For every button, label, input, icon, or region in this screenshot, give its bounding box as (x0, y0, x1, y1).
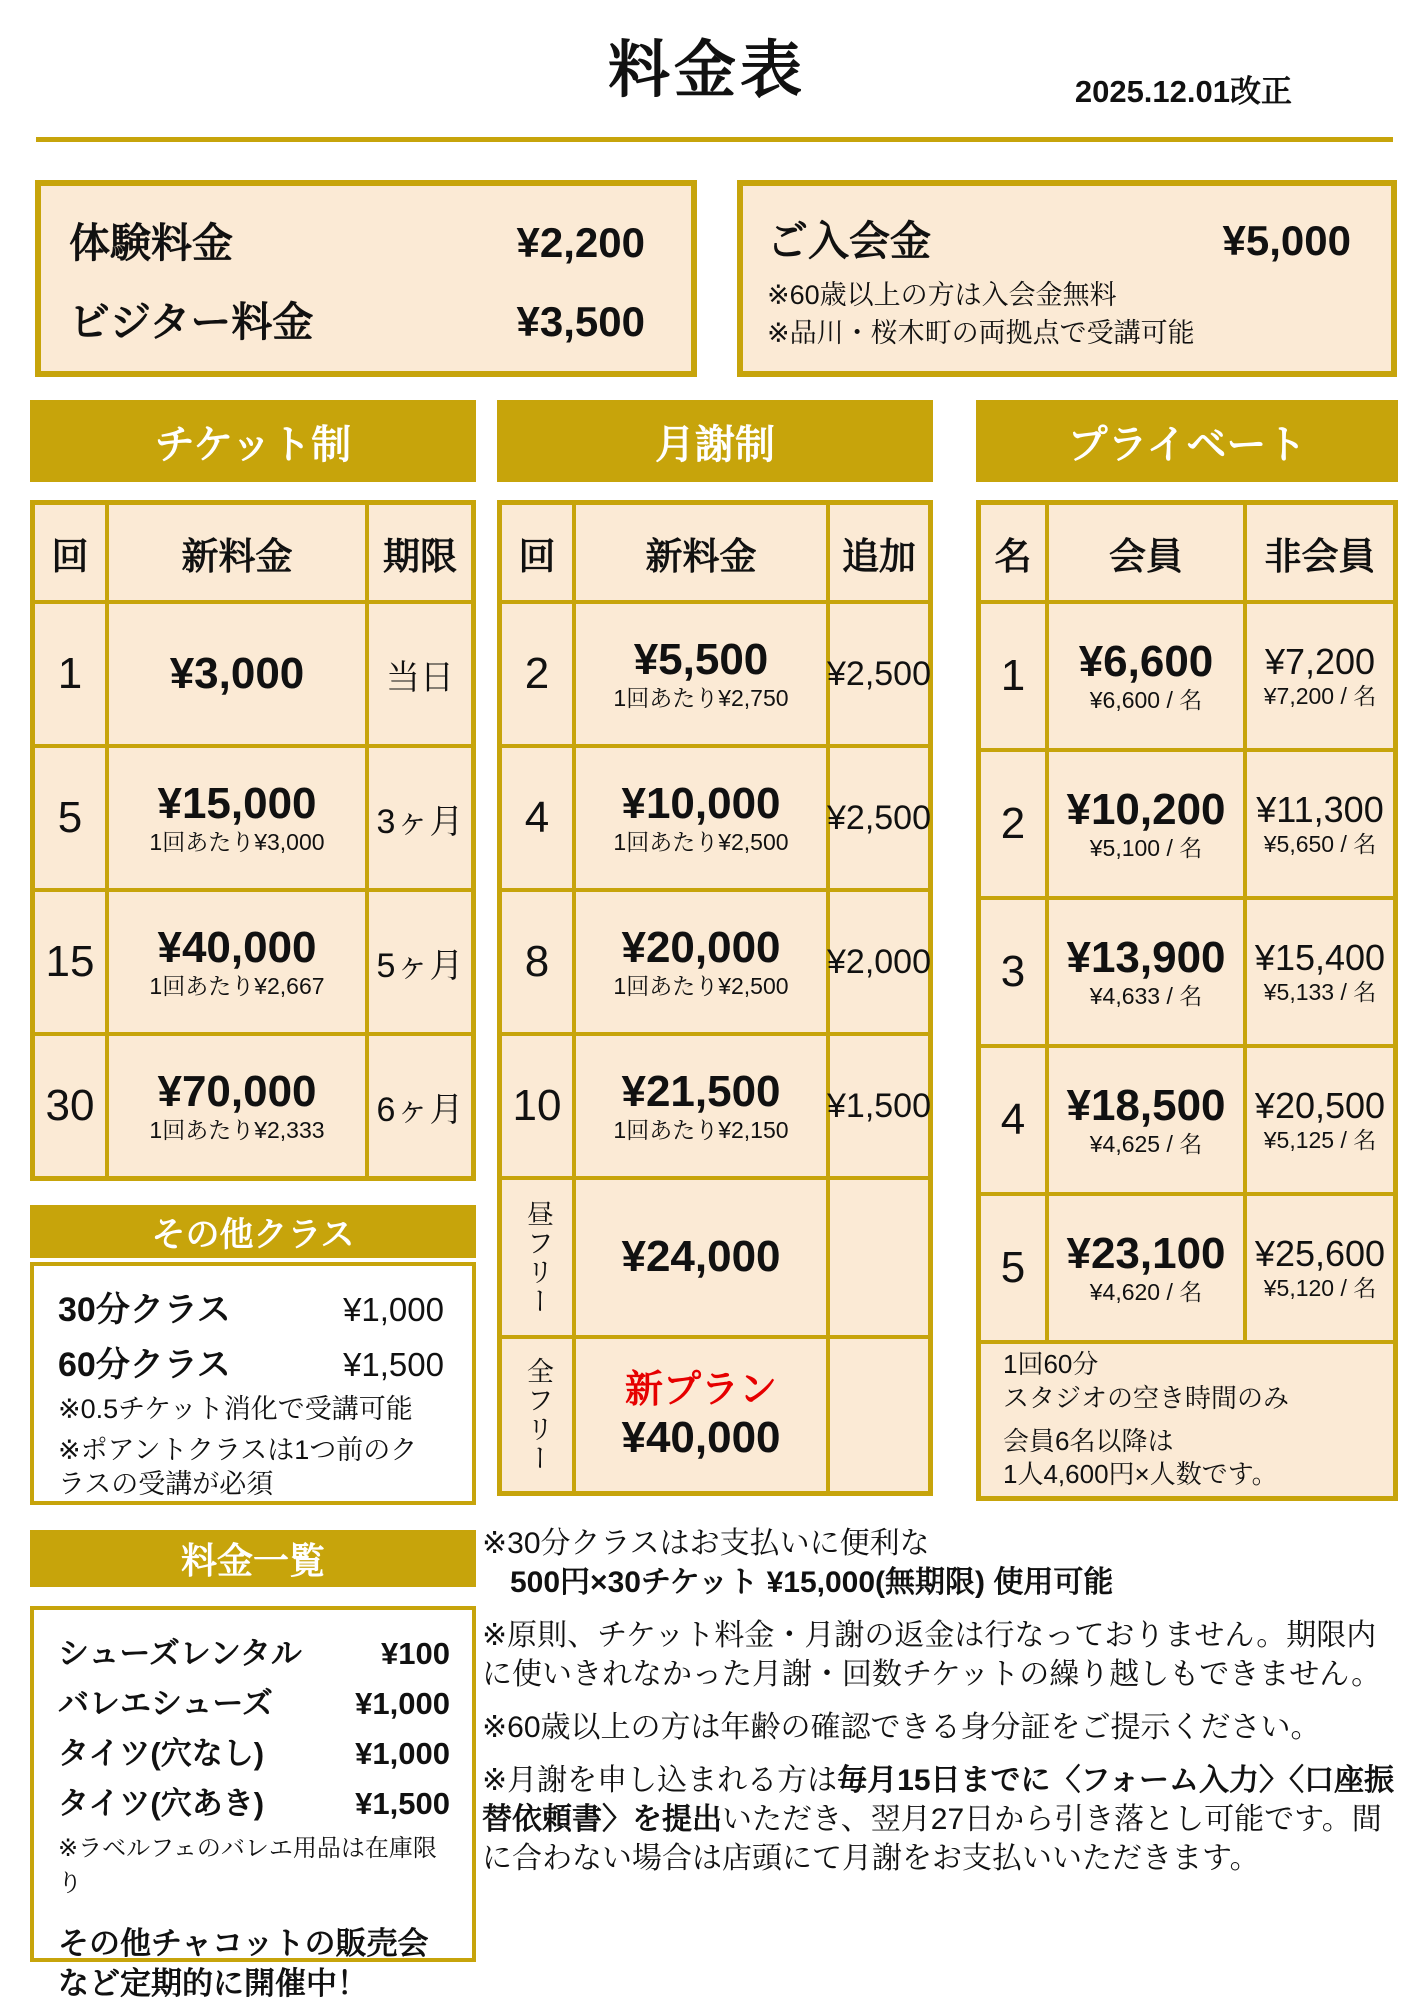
header-divider (36, 137, 1393, 142)
price-sub: 1回あたり¥2,500 (613, 972, 789, 999)
day-free-price-cell (576, 1180, 826, 1335)
guest-cell (1247, 900, 1393, 1044)
price-cell (576, 604, 826, 744)
trial-price: ¥2,200 (516, 218, 645, 266)
price-sub: 1回あたり¥2,500 (613, 828, 789, 855)
price-main: ¥20,000 (621, 922, 781, 972)
price-main: ¥15,000 (157, 778, 317, 828)
extra-cell: ¥2,500 (830, 748, 928, 888)
private-header-guest: 非会員 (1247, 505, 1393, 600)
price-main: ¥7,200 (1264, 640, 1376, 682)
extra-cell: ¥1,500 (830, 1036, 928, 1176)
all-free-price-cell (576, 1339, 826, 1491)
private-header-member: 会員 (1049, 505, 1243, 600)
member-cell (1049, 1196, 1243, 1340)
price-main: ¥5,500 (633, 634, 769, 684)
section-band-other-class: その他クラス (30, 1205, 476, 1258)
price-main: ¥15,400 (1254, 936, 1386, 978)
price-main: ¥40,000 (621, 1413, 781, 1463)
admission-price: ¥5,000 (1222, 216, 1351, 264)
price-main: ¥3,000 (169, 648, 305, 698)
note-paragraph (482, 1524, 1398, 1602)
trial-label: 体験料金 (69, 219, 233, 266)
private-table (976, 500, 1398, 1501)
price-cell (576, 1036, 826, 1176)
visitor-price: ¥3,500 (516, 297, 645, 345)
new-plan-tag: 新プラン (624, 1368, 777, 1411)
count-cell: 5 (981, 1196, 1045, 1340)
limit-cell: 6ヶ月 (369, 1036, 471, 1176)
price-main: ¥70,000 (157, 1066, 317, 1116)
price-main: ¥25,600 (1254, 1232, 1386, 1274)
extra-cell: ¥2,500 (830, 604, 928, 744)
trial-row (69, 210, 645, 269)
price-main: ¥40,000 (157, 922, 317, 972)
note-segment: ※月謝を申し込まれる方は (482, 1764, 838, 1797)
section-band-goods: 料金一覧 (30, 1530, 476, 1587)
member-cell (1049, 752, 1243, 896)
admission-note: ※品川・桜木町の両拠点で受講可能 (767, 318, 1195, 348)
count-cell: 3 (981, 900, 1045, 1044)
admission-box (737, 180, 1397, 377)
ticket-header-limit: 期限 (369, 505, 471, 600)
price-sub: 1回あたり¥2,333 (149, 1116, 325, 1143)
admission-note: ※60歳以上の方は入会金無料 (767, 279, 1117, 310)
note-paragraph (482, 1761, 1398, 1878)
count-cell: 1 (981, 604, 1045, 748)
goods-item (58, 1628, 450, 1673)
price-sub: ¥5,100 / 名 (1089, 834, 1203, 861)
all-free-label-cell (502, 1339, 572, 1491)
footnote-line: スタジオの空き時間のみ (1003, 1382, 1290, 1413)
item-label: バレエシューズ (58, 1686, 273, 1721)
day-free-label-cell (502, 1180, 572, 1335)
note-segment-bold: 毎月15日までに〈フォーム入力〉〈口座振替依頼書〉を提出 (482, 1764, 1395, 1836)
count-cell: 8 (502, 892, 572, 1032)
goods-item (58, 1778, 450, 1823)
member-cell (1049, 1048, 1243, 1192)
footer-notes (482, 1524, 1398, 1892)
goods-item (58, 1728, 450, 1773)
day-free-label: 昼フリー (522, 1199, 553, 1316)
other-class-note: ※ポアントクラスは1つ前のクラスの受講が必須 (58, 1434, 418, 1499)
count-cell: 1 (35, 604, 105, 744)
section-band-ticket: チケット制 (30, 400, 476, 482)
member-cell (1049, 900, 1243, 1044)
price-sub: ¥4,625 / 名 (1089, 1130, 1203, 1157)
price-sub: ¥4,620 / 名 (1089, 1278, 1203, 1305)
count-cell: 15 (35, 892, 105, 1032)
visitor-row (69, 289, 645, 348)
empty-cell (830, 1339, 928, 1491)
other-class-item (58, 1282, 444, 1331)
price-sub: 1回あたり¥3,000 (149, 828, 325, 855)
guest-cell (1247, 604, 1393, 748)
footnote-line: 1人4,600円×人数です。 (1003, 1459, 1278, 1490)
count-cell: 5 (35, 748, 105, 888)
page-title: 料金表 (607, 36, 806, 105)
trial-price-box (35, 180, 697, 377)
price-sub: ¥5,120 / 名 (1263, 1274, 1377, 1301)
price-sub: ¥6,600 / 名 (1089, 686, 1203, 713)
guest-cell (1247, 1048, 1393, 1192)
note-paragraph: ※原則、チケット料金・月謝の返金は行なっておりません。期限内に使いきれなかった月謝・回数チケットの繰り越しもできません。 (482, 1619, 1382, 1691)
goods-note: ※ラベルフェのバレエ用品は在庫限り (58, 1835, 437, 1897)
price-main: ¥18,500 (1066, 1080, 1226, 1130)
admission-row (767, 208, 1351, 267)
admission-label: ご入会金 (767, 217, 931, 264)
price-sub: ¥5,650 / 名 (1263, 830, 1377, 857)
private-header-count: 名 (981, 505, 1045, 600)
goods-box (30, 1606, 476, 2000)
monthly-header-price: 新料金 (576, 505, 826, 600)
item-label: タイツ(穴なし) (58, 1736, 265, 1771)
item-price: ¥100 (381, 1636, 450, 1671)
extra-cell: ¥2,000 (830, 892, 928, 1032)
private-footnote (981, 1344, 1393, 1496)
all-free-label: 全フリー (522, 1357, 553, 1473)
price-sub: ¥5,133 / 名 (1263, 978, 1377, 1005)
ticket-header-count: 回 (35, 505, 105, 600)
item-label: シューズレンタル (58, 1636, 302, 1671)
goods-extra-note: その他チャコットの販売会など定期的に開催中！ (58, 1926, 429, 2000)
price-sub: 1回あたり¥2,750 (613, 684, 789, 711)
monthly-table (497, 500, 933, 1496)
count-cell: 30 (35, 1036, 105, 1176)
note-line: ※30分クラスはお支払いに便利な (482, 1527, 930, 1560)
price-main: ¥6,600 (1078, 636, 1214, 686)
revision-date: 2025.12.01改正 (1074, 74, 1292, 109)
footnote-line: 会員6名以降は (1003, 1426, 1174, 1456)
price-main: ¥20,500 (1254, 1084, 1386, 1126)
price-main: ¥21,500 (621, 1066, 781, 1116)
item-label: 60分クラス (58, 1346, 231, 1384)
price-main: ¥11,300 (1256, 788, 1384, 830)
empty-cell (830, 1180, 928, 1335)
monthly-header-extra: 追加 (830, 505, 928, 600)
count-cell: 2 (502, 604, 572, 744)
item-price: ¥1,000 (355, 1736, 450, 1771)
goods-item (58, 1678, 450, 1723)
limit-cell: 3ヶ月 (369, 748, 471, 888)
count-cell: 2 (981, 752, 1045, 896)
price-cell (109, 892, 365, 1032)
other-class-item (58, 1337, 444, 1386)
price-cell (109, 1036, 365, 1176)
note-line-bold: 500円×30チケット ¥15,000(無期限) 使用可能 (510, 1566, 1114, 1599)
price-cell (109, 604, 365, 744)
price-main: ¥10,200 (1066, 784, 1226, 834)
member-cell (1049, 604, 1243, 748)
item-price: ¥1,500 (343, 1346, 444, 1383)
guest-cell (1247, 1196, 1393, 1340)
note-paragraph: ※60歳以上の方は年齢の確認できる身分証をご提示ください。 (482, 1711, 1321, 1744)
other-class-box (30, 1262, 476, 1505)
other-class-note: ※0.5チケット消化で受講可能 (58, 1394, 413, 1424)
ticket-header-price: 新料金 (109, 505, 365, 600)
limit-cell: 5ヶ月 (369, 892, 471, 1032)
price-main: ¥23,100 (1066, 1228, 1226, 1278)
monthly-header-count: 回 (502, 505, 572, 600)
price-sub: ¥4,633 / 名 (1089, 982, 1203, 1009)
price-cell (576, 748, 826, 888)
price-sub: ¥5,125 / 名 (1263, 1126, 1377, 1153)
price-sub: 1回あたり¥2,667 (149, 972, 325, 999)
item-price: ¥1,500 (355, 1786, 450, 1821)
limit-cell: 当日 (369, 604, 471, 744)
count-cell: 10 (502, 1036, 572, 1176)
note-segment: いただき、翌月27日から引き落とし可能です。間に合わない場合は店頭にて月謝をお支払いいただきます。 (482, 1803, 1382, 1875)
price-cell (576, 892, 826, 1032)
price-sub: 1回あたり¥2,150 (613, 1116, 789, 1143)
footnote-line: 1回60分 (1003, 1349, 1099, 1380)
item-price: ¥1,000 (355, 1686, 450, 1721)
section-band-monthly: 月謝制 (497, 400, 933, 482)
price-main: ¥13,900 (1066, 932, 1226, 982)
item-label: タイツ(穴あき) (58, 1786, 265, 1821)
section-band-private: プライベート (976, 400, 1398, 482)
price-main: ¥10,000 (621, 778, 781, 828)
count-cell: 4 (502, 748, 572, 888)
item-price: ¥1,000 (343, 1291, 444, 1328)
ticket-table (30, 500, 476, 1181)
visitor-label: ビジター料金 (69, 298, 314, 345)
price-cell (109, 748, 365, 888)
count-cell: 4 (981, 1048, 1045, 1192)
price-main: ¥24,000 (621, 1232, 781, 1282)
price-sub: ¥7,200 / 名 (1263, 682, 1377, 709)
guest-cell (1247, 752, 1393, 896)
item-label: 30分クラス (58, 1291, 231, 1329)
